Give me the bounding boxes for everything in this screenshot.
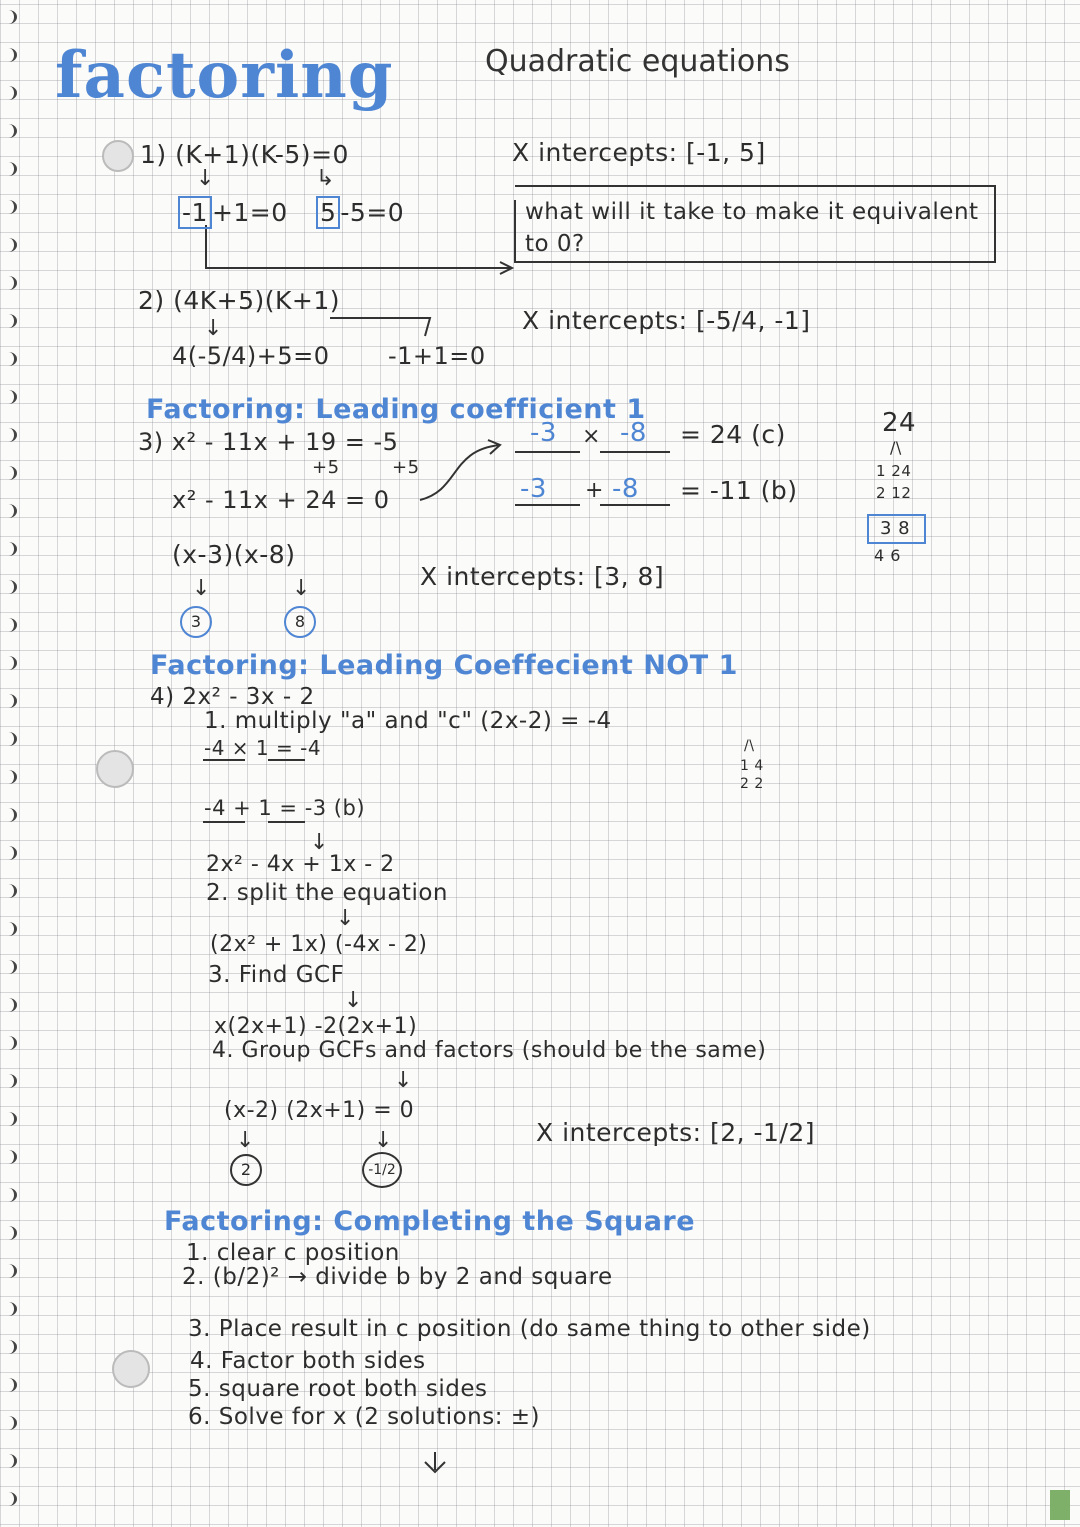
sec4-tree-pair: 2 2: [740, 776, 764, 792]
ex2-step-a: 4(-5/4)+5=0: [172, 342, 330, 370]
curved-arrow-icon: ↳: [316, 166, 335, 191]
sec5-step: 5. square root both sides: [188, 1376, 488, 1402]
sec3-sum-a: -3: [520, 474, 547, 504]
sec3-rewritten: x² - 11x + 24 = 0: [172, 486, 390, 514]
sec4-step2: 2. split the equation: [206, 880, 448, 906]
section3-heading: Factoring: Leading coefficient 1: [146, 394, 646, 425]
ex1-step-a: [178, 198, 288, 227]
sec5-step: 1. clear c position: [186, 1240, 400, 1266]
sec4-step3: 3. Find GCF: [208, 962, 345, 988]
sec4-mult: -4 × 1 = -4: [204, 736, 322, 760]
sec5-step: 4. Factor both sides: [190, 1348, 426, 1374]
page-tab-marker: [1050, 1490, 1070, 1520]
sec3-plus5-left: +5: [312, 457, 340, 478]
sec4-root-b: [362, 1152, 402, 1188]
ex2-intercepts: X intercepts: [-5/4, -1]: [522, 306, 811, 335]
down-arrow-icon: ↓: [374, 1128, 393, 1153]
ex1-step-b-rest: -5=0: [340, 198, 405, 227]
sec3-sum-b: -8: [612, 474, 639, 504]
ex1-step-b: [316, 198, 404, 227]
ex1-step-a-box: -1: [178, 196, 212, 229]
sec3-intercepts: X intercepts: [3, 8]: [420, 562, 665, 591]
sec4-equation: 4) 2x² - 3x - 2: [150, 684, 315, 710]
sec3-plus5-right: +5: [392, 457, 420, 478]
sec3-equation: 3) x² - 11x + 19 = -5: [138, 428, 399, 456]
sec5-step: 6. Solve for x (2 solutions: ±): [188, 1404, 541, 1430]
sec3-root-a-circle: 3: [180, 606, 212, 638]
plus-sign: +: [585, 478, 604, 503]
factor-pair-highlighted: 3 8: [880, 518, 911, 539]
page-title: factoring: [55, 38, 394, 113]
sec4-root-a: [230, 1154, 262, 1186]
down-arrow-icon: ↓: [192, 576, 211, 601]
sec4-tree-pair: 1 4: [740, 758, 764, 774]
ex1-step-a-rest: +1=0: [211, 198, 288, 227]
sec4-sum: -4 + 1 = -3 (b): [204, 796, 366, 820]
ex2-equation: 2) (4K+5)(K+1): [138, 286, 341, 315]
sec4-final: (x-2) (2x+1) = 0: [224, 1098, 415, 1123]
sec3-root-b: [284, 606, 316, 638]
factor-pair: 2 12: [876, 484, 912, 502]
ex1-note: what will it take to make it equivalent to 0?: [525, 199, 979, 257]
sec3-product-rest: = 24 (c): [680, 420, 786, 449]
sec4-root-b-circle: -1/2: [362, 1152, 402, 1188]
factor-pair: 4 6: [874, 546, 901, 565]
sec3-product-a: -3: [530, 418, 557, 448]
sec5-step: 3. Place result in c position (do same thing to other side): [188, 1316, 871, 1342]
sec3-sum-rest: = -11 (b): [680, 476, 798, 505]
ex2-step-b: -1+1=0: [388, 342, 486, 370]
page-subtitle: Quadratic equations: [485, 44, 790, 79]
section4-heading: Factoring: Leading Coeffecient NOT 1: [150, 650, 738, 681]
sec4-step1: 1. multiply "a" and "c" (2x-2) = -4: [204, 708, 612, 734]
section5-heading: Factoring: Completing the Square: [164, 1206, 696, 1237]
factor-tree-branch-icon: /\: [890, 438, 902, 457]
sec4-gcf: x(2x+1) -2(2x+1): [214, 1014, 418, 1039]
down-arrow-icon: ↓: [310, 830, 329, 855]
down-arrow-icon: ↓: [292, 576, 311, 601]
down-arrow-icon: ↓: [204, 316, 223, 341]
sec4-split-expr: 2x² - 4x + 1x - 2: [206, 852, 395, 877]
sec3-product-b: -8: [620, 418, 647, 448]
ex1-equation: 1) (K+1)(K-5)=0: [140, 140, 349, 169]
down-arrow-icon: ↓: [344, 988, 363, 1013]
times-sign: ×: [582, 424, 601, 449]
sec4-step4: 4. Group GCFs and factors (should be the same): [212, 1038, 767, 1063]
down-arrow-icon: ↓: [394, 1068, 413, 1093]
factor-pair: 1 24: [876, 462, 912, 480]
factor-tree-top: 24: [882, 408, 917, 438]
sec4-intercepts: X intercepts: [2, -1/2]: [536, 1118, 816, 1147]
down-arrow-icon: ↓: [196, 166, 215, 191]
ex1-intercepts: X intercepts: [-1, 5]: [512, 138, 766, 167]
sec4-root-a-circle: 2: [230, 1154, 262, 1186]
sec4-tree-branch-icon: /\: [744, 738, 755, 754]
down-arrow-icon: ↓: [336, 906, 355, 931]
sec3-root-b-circle: 8: [284, 606, 316, 638]
sec5-step: 2. (b/2)² → divide b by 2 and square: [182, 1264, 613, 1290]
sec4-grouped: (2x² + 1x) (-4x - 2): [210, 932, 428, 957]
down-arrow-icon: ↓: [236, 1128, 255, 1153]
sec3-root-a: [180, 606, 212, 638]
ex1-step-b-box: 5: [316, 196, 340, 229]
sec3-factored: (x-3)(x-8): [172, 540, 296, 569]
